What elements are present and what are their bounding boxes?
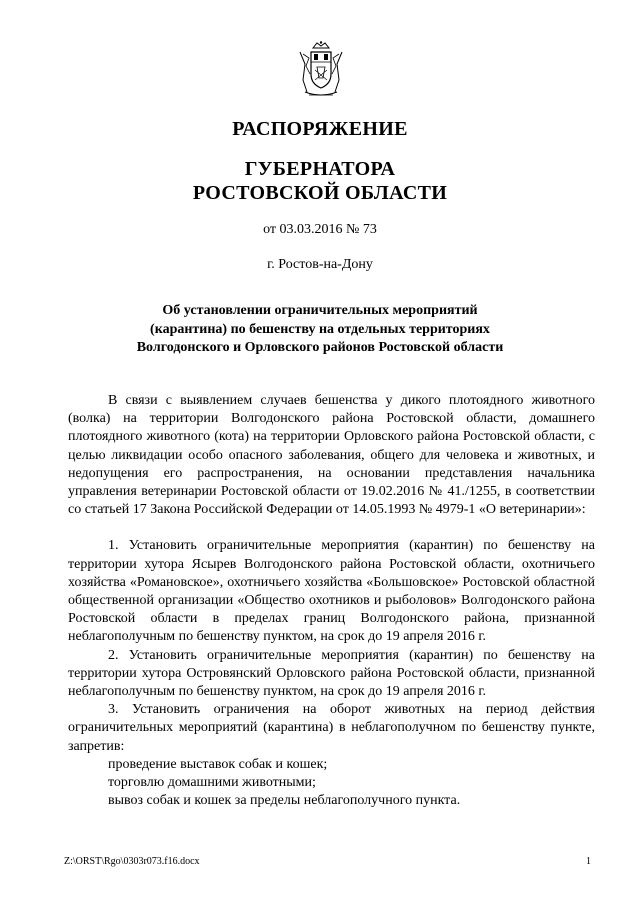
item-paragraph-3: 3. Установить ограничения на оборот животных на период действия ограничительных мероприятий (карантина) в неблагополучном по бешенству пункте, запретив: xyxy=(68,702,595,754)
footer-file-path: Z:\ORST\Rgo\0303r073.f16.docx xyxy=(64,856,200,867)
issuer-heading-line2: РОСТОВСКОЙ ОБЛАСТИ xyxy=(192,182,448,204)
document-title-line: Волгодонского и Орловского районов Ростовской области xyxy=(136,340,504,355)
document-title xyxy=(0,302,640,358)
coat-of-arms-emblem xyxy=(297,40,345,100)
issuer-heading-line1: ГУБЕРНАТОРА xyxy=(244,158,396,180)
prohibition-item: проведение выставок собак и кошек; xyxy=(108,756,328,772)
page-number: 1 xyxy=(586,856,591,867)
document-city: г. Ростов-на-Дону xyxy=(267,257,373,272)
document-title-line: Об установлении ограничительных мероприятий xyxy=(162,303,478,318)
document-type-heading: РАСПОРЯЖЕНИЕ xyxy=(232,118,408,140)
prohibition-item: торговлю домашними животными; xyxy=(108,775,316,791)
preamble-paragraph: В связи с выявлением случаев бешенства у дикого плотоядного животного (волка) на территории Волгодонского района Ростовской области, домашнего плотоядного животного (кота) на территории Орловского района Ростовской области, с целью ликвидации особо опасного заболевания, общего для человека и животных, и недопущения его распространения, на основании представления начальника управления ветеринарии Ростовской области от 19.02.2016 № 41./1255, в соответствии со статьей 17 Закона Российской Федерации от 14.05.1993 № 4979-1 «О ветеринарии»: xyxy=(68,393,595,518)
document-body xyxy=(68,392,595,810)
document-date-number: от 03.03.2016 № 73 xyxy=(263,222,377,237)
item-paragraph-2: 2. Установить ограничительные мероприятия (карантин) по бешенству на территории хутора Островянский Орловского района Ростовской области, признанной неблагополучным по бешенству пунктом, на срок до 19 апреля 2016 г. xyxy=(68,647,595,700)
item-paragraph-1: 1. Установить ограничительные мероприятия (карантин) по бешенству на территории хутора Ясырев Волгодонского района Ростовской области, охотничьего хозяйства «Романовское», охотничьего хозяйства «Большовское» Ростовской областной общественной организации «Общество охотников и рыболовов» Волгодонского района Ростовской области в пределах границ Волгодонского района, признанной неблагополучным по бешенству пунктом, на срок до 19 апреля 2016 г. xyxy=(68,538,595,645)
prohibition-item: вывоз собак и кошек за пределы неблагополучного пункта. xyxy=(108,793,461,809)
document-title-line: (карантина) по бешенству на отдельных территориях xyxy=(150,321,490,337)
